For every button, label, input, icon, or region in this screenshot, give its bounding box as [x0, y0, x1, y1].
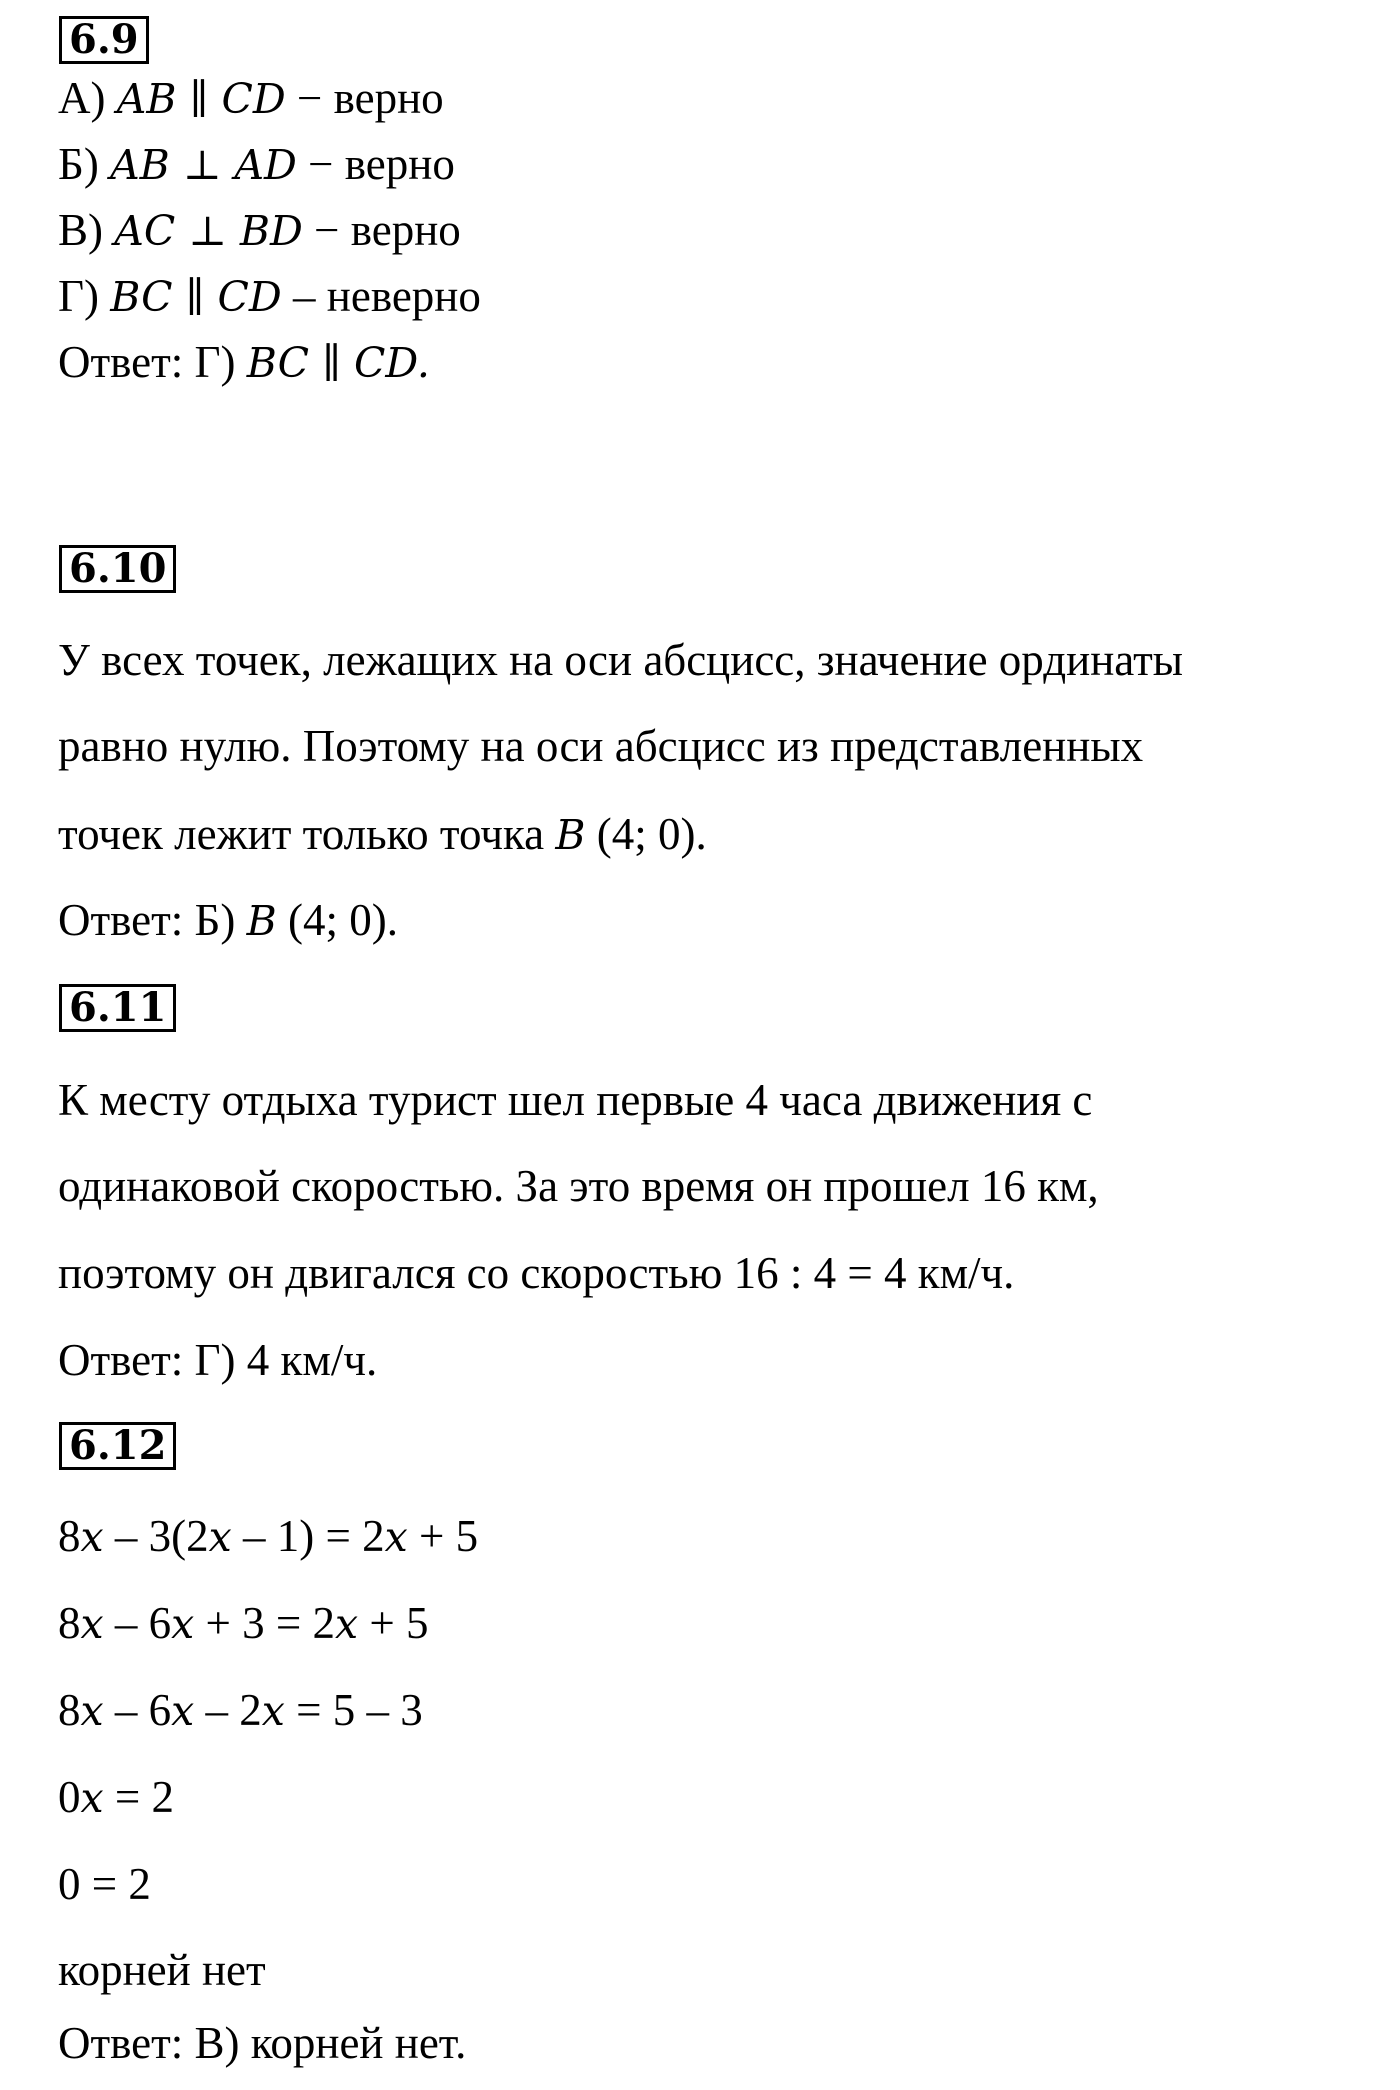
text-line: поэтому он двигался со скоростью 16 : 4 = 4 км/ч. — [58, 1248, 1015, 1298]
answer-6-12: Ответ: В) корней нет. — [58, 2018, 467, 2068]
text-line: одинаковой скоростью. За это время он прошел 16 км, — [58, 1161, 1099, 1211]
equation-line: 8x – 6x – 2x = 5 – 3 — [58, 1685, 423, 1735]
equation-line: 0x = 2 — [58, 1772, 175, 1822]
answer-6-9: Ответ: Г) BC ∥ CD. — [58, 337, 430, 387]
problem-number-6-9: 6.9 — [59, 16, 149, 64]
answer-6-11: Ответ: Г) 4 км/ч. — [58, 1335, 378, 1385]
text-line: равно нулю. Поэтому на оси абсцисс из представленных — [58, 721, 1144, 771]
answer-6-10: Ответ: Б) B (4; 0). — [58, 895, 398, 945]
text-line: точек лежит только точка B (4; 0). — [58, 809, 707, 859]
problem-number-6-11: 6.11 — [59, 984, 176, 1032]
text-line: К месту отдыха турист шел первые 4 часа движения с — [58, 1075, 1093, 1125]
equation-line: 8x – 3(2x – 1) = 2x + 5 — [58, 1511, 479, 1561]
statement-a: А) AB ∥ CD − верно — [58, 73, 444, 123]
statement-v: В) AC ⊥ BD − верно — [58, 205, 461, 255]
problem-number-6-12: 6.12 — [59, 1422, 176, 1470]
statement-g: Г) BC ∥ CD – неверно — [58, 271, 481, 321]
statement-b: Б) AB ⊥ AD − верно — [58, 139, 455, 189]
equation-line: 0 = 2 — [58, 1859, 151, 1909]
conclusion-text: корней нет — [58, 1945, 266, 1995]
text-line: У всех точек, лежащих на оси абсцисс, значение ординаты — [58, 635, 1183, 685]
equation-line: 8x – 6x + 3 = 2x + 5 — [58, 1598, 429, 1648]
problem-number-6-10: 6.10 — [59, 545, 176, 593]
